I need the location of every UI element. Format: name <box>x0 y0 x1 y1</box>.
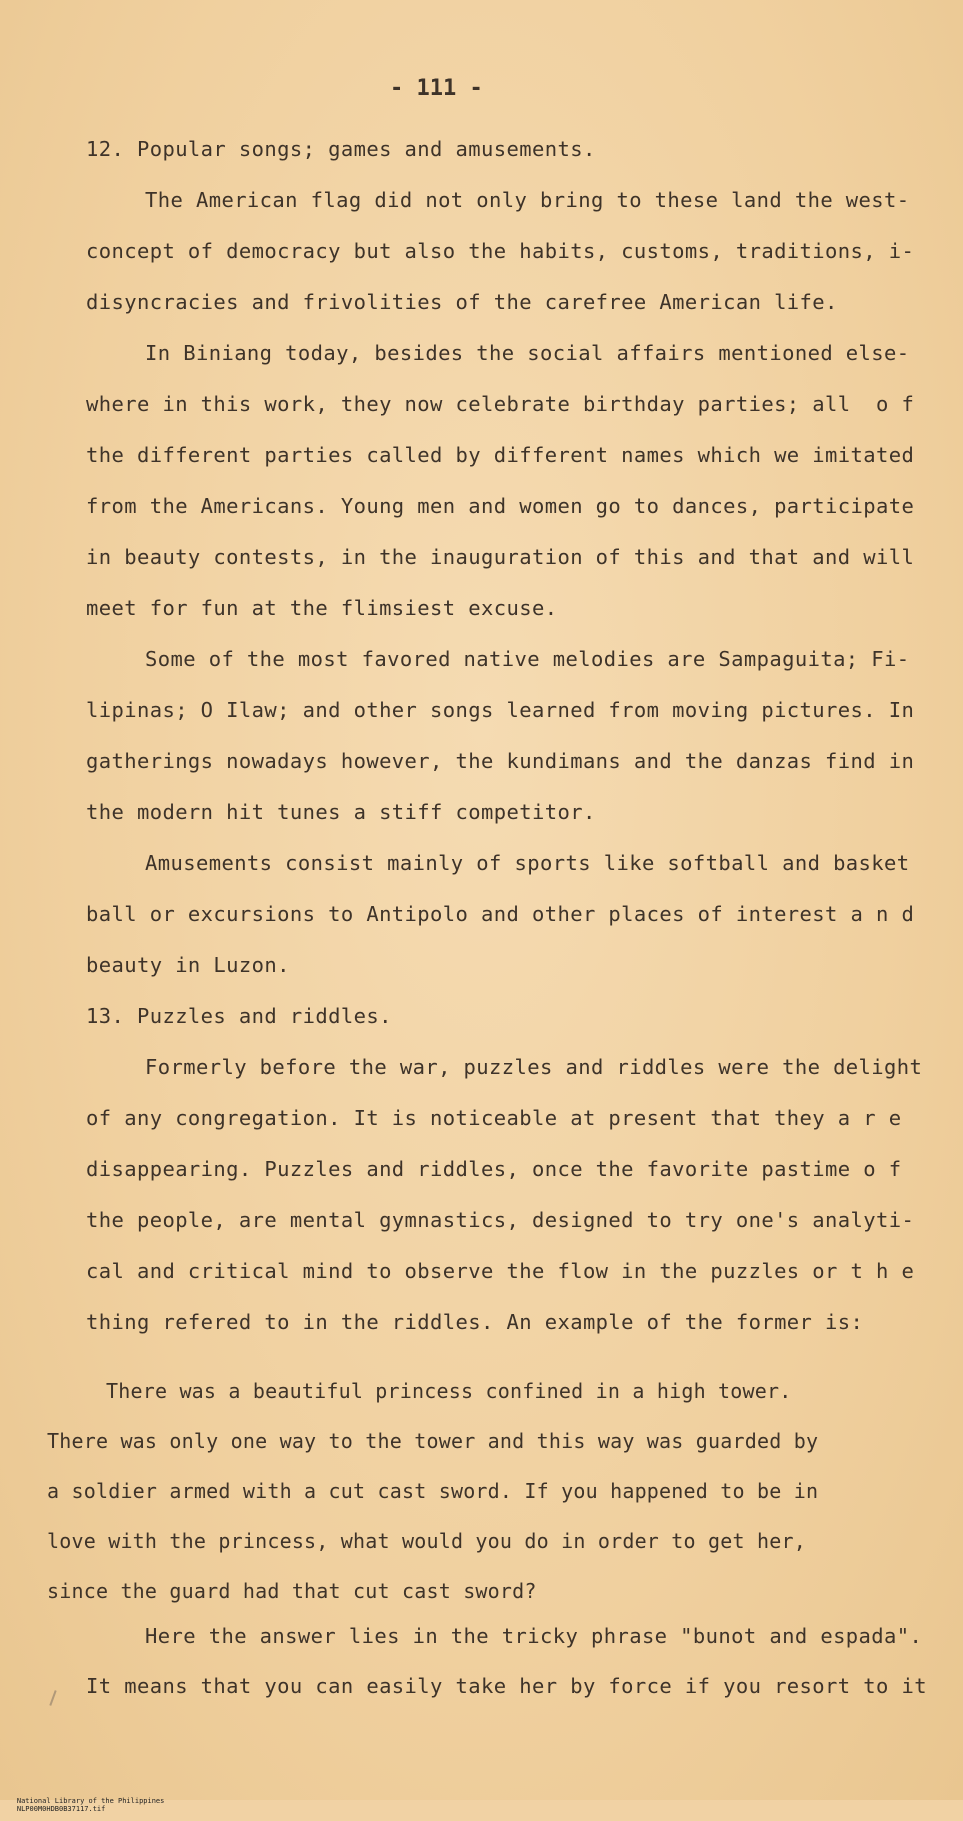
paragraph-line: in beauty contests, in the inauguration of this and that and will <box>86 545 915 569</box>
paragraph-line: disappearing. Puzzles and riddles, once the favorite pastime o f <box>86 1157 902 1181</box>
paragraph-line: In Biniang today, besides the social affairs mentioned else- <box>145 341 910 365</box>
paragraph-line: Here the answer lies in the tricky phrase "bunot and espada". <box>145 1624 923 1648</box>
example-puzzle-line: a soldier armed with a cut cast sword. If you happened to be in <box>47 1479 819 1503</box>
paragraph-line: cal and critical mind to observe the flow in the puzzles or t h e <box>86 1259 915 1283</box>
paragraph-line: disyncracies and frivolities of the carefree American life. <box>86 290 838 314</box>
example-puzzle-line: love with the princess, what would you do in order to get her, <box>47 1529 806 1553</box>
paragraph-line: It means that you can easily take her by force if you resort to it <box>86 1674 927 1698</box>
paragraph-line: Some of the most favored native melodies are Sampaguita; Fi- <box>145 647 910 671</box>
paragraph-line: of any congregation. It is noticeable at present that they a r e <box>86 1106 902 1130</box>
paragraph-line: gatherings nowadays however, the kundimans and the danzas find in <box>86 749 915 773</box>
paragraph-line: the modern hit tunes a stiff competitor. <box>86 800 596 824</box>
example-puzzle-line: There was only one way to the tower and this way was guarded by <box>47 1429 819 1453</box>
paragraph-line: where in this work, they now celebrate birthday parties; all o f <box>86 392 915 416</box>
paragraph-line: lipinas; O Ilaw; and other songs learned from moving pictures. In <box>86 698 915 722</box>
paragraph-line: the people, are mental gymnastics, designed to try one's analyti- <box>86 1208 915 1232</box>
paragraph-line: from the Americans. Young men and women go to dances, participate <box>86 494 915 518</box>
pencil-mark <box>49 1690 56 1706</box>
section-heading-13: 13. Puzzles and riddles. <box>86 1004 392 1028</box>
footer-file: NLP00M0HDB0B37117.tif <box>16 1805 106 1813</box>
paragraph-line: Amusements consist mainly of sports like softball and basket <box>145 851 910 875</box>
section-heading-12: 12. Popular songs; games and amusements. <box>86 137 596 161</box>
paragraph-line: Formerly before the war, puzzles and riddles were the delight <box>145 1055 923 1079</box>
paragraph-line: The American flag did not only bring to these land the west- <box>145 188 910 212</box>
paragraph-line: meet for fun at the flimsiest excuse. <box>86 596 558 620</box>
scan-footer <box>0 1789 186 1821</box>
paragraph-line: the different parties called by different names which we imitated <box>86 443 915 467</box>
footer-library: National Library of the Philippines <box>16 1797 165 1805</box>
paragraph-line: beauty in Luzon. <box>86 953 290 977</box>
paragraph-line: ball or excursions to Antipolo and other places of interest a n d <box>86 902 915 926</box>
page-number: - 111 - <box>390 76 483 101</box>
paragraph-line: concept of democracy but also the habits, customs, traditions, i- <box>86 239 915 263</box>
example-puzzle-line: since the guard had that cut cast sword? <box>47 1579 537 1603</box>
example-puzzle-line: There was a beautiful princess confined in a high tower. <box>106 1379 792 1403</box>
paragraph-line: thing refered to in the riddles. An example of the former is: <box>86 1310 864 1334</box>
